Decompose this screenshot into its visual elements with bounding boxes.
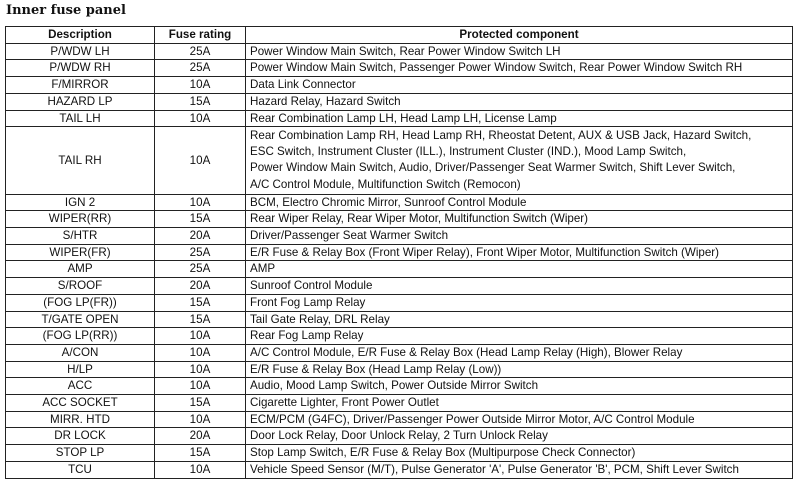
header-protected-component: Protected component <box>246 27 793 44</box>
protected-component <box>246 93 793 110</box>
protected-component <box>246 461 793 478</box>
protected-component <box>246 411 793 428</box>
protected-component-line: E/R Fuse & Relay Box (Front Wiper Relay), Front Wiper Motor, Multifunction Switch (Wiper) <box>250 245 720 259</box>
protected-component-line: Rear Fog Lamp Relay <box>250 329 364 343</box>
table-row <box>6 261 793 278</box>
table-row <box>6 294 793 311</box>
table-row <box>6 428 793 445</box>
protected-component-line: A/C Control Module, E/R Fuse & Relay Box (Head Lamp Relay (High), Blower Relay <box>250 345 683 359</box>
protected-component <box>246 194 793 211</box>
fuse-rating: 15A <box>155 445 246 462</box>
protected-component <box>246 311 793 328</box>
protected-component-line: BCM, Electro Chromic Mirror, Sunroof Control Module <box>250 195 527 209</box>
protected-component <box>246 328 793 345</box>
table-row <box>6 395 793 412</box>
protected-component-line: Tail Gate Relay, DRL Relay <box>250 312 390 326</box>
table-header-row <box>6 27 793 44</box>
fuse-description: AMP <box>6 261 155 278</box>
protected-component <box>246 428 793 445</box>
table-row <box>6 194 793 211</box>
protected-component <box>246 77 793 94</box>
protected-component <box>246 244 793 261</box>
fuse-description: (FOG LP(RR)) <box>6 328 155 345</box>
protected-component <box>246 294 793 311</box>
protected-component-line: Power Window Main Switch, Audio, Driver/Passenger Seat Warmer Switch, Shift Lever Switch, <box>250 161 736 175</box>
fuse-description: STOP LP <box>6 445 155 462</box>
table-row <box>6 127 793 194</box>
protected-component <box>246 278 793 295</box>
table-row <box>6 361 793 378</box>
protected-component <box>246 60 793 77</box>
protected-component-line: Door Lock Relay, Door Unlock Relay, 2 Turn Unlock Relay <box>250 429 548 443</box>
fuse-rating: 10A <box>155 127 246 194</box>
table-row <box>6 278 793 295</box>
fuse-rating: 10A <box>155 328 246 345</box>
protected-component <box>246 395 793 412</box>
protected-component-line: Rear Wiper Relay, Rear Wiper Motor, Multifunction Switch (Wiper) <box>250 212 589 226</box>
fuse-description: ACC SOCKET <box>6 395 155 412</box>
protected-component-line: Front Fog Lamp Relay <box>250 295 366 309</box>
fuse-rating: 10A <box>155 110 246 127</box>
fuse-rating: 20A <box>155 428 246 445</box>
fuse-description: T/GATE OPEN <box>6 311 155 328</box>
protected-component-line: Vehicle Speed Sensor (M/T), Pulse Generator 'A', Pulse Generator 'B', PCM, Shift Lever Switch <box>250 462 739 476</box>
protected-component-line: ECM/PCM (G4FC), Driver/Passenger Power Outside Mirror Motor, A/C Control Module <box>250 412 695 426</box>
fuse-table <box>5 26 793 479</box>
protected-component-line: Sunroof Control Module <box>250 279 373 293</box>
fuse-rating: 10A <box>155 411 246 428</box>
table-row <box>6 344 793 361</box>
protected-component <box>246 344 793 361</box>
header-fuse-rating: Fuse rating <box>155 27 246 44</box>
protected-component-line: Audio, Mood Lamp Switch, Power Outside Mirror Switch <box>250 379 539 393</box>
fuse-description: S/ROOF <box>6 278 155 295</box>
fuse-rating: 15A <box>155 211 246 228</box>
protected-component-line: E/R Fuse & Relay Box (Head Lamp Relay (Low)) <box>250 362 502 376</box>
fuse-description: P/WDW LH <box>6 43 155 60</box>
fuse-rating: 25A <box>155 261 246 278</box>
fuse-description: TCU <box>6 461 155 478</box>
table-row <box>6 93 793 110</box>
table-row <box>6 461 793 478</box>
table-row <box>6 60 793 77</box>
fuse-rating: 10A <box>155 194 246 211</box>
fuse-description: IGN 2 <box>6 194 155 211</box>
fuse-rating: 15A <box>155 395 246 412</box>
fuse-rating: 15A <box>155 311 246 328</box>
fuse-description: TAIL LH <box>6 110 155 127</box>
fuse-rating: 10A <box>155 378 246 395</box>
protected-component <box>246 211 793 228</box>
fuse-rating: 25A <box>155 244 246 261</box>
protected-component-line: Driver/Passenger Seat Warmer Switch <box>250 229 449 242</box>
table-row <box>6 211 793 228</box>
protected-component-line: Data Link Connector <box>250 78 356 92</box>
table-row <box>6 43 793 60</box>
table-row <box>6 445 793 462</box>
table-row <box>6 244 793 261</box>
table-row <box>6 328 793 345</box>
fuse-rating: 10A <box>155 461 246 478</box>
fuse-rating: 10A <box>155 361 246 378</box>
table-row <box>6 311 793 328</box>
protected-component <box>246 228 793 245</box>
table-row <box>6 411 793 428</box>
fuse-description: S/HTR <box>6 228 155 245</box>
protected-component <box>246 261 793 278</box>
protected-component <box>246 110 793 127</box>
fuse-description: MIRR. HTD <box>6 411 155 428</box>
protected-component <box>246 445 793 462</box>
fuse-description: DR LOCK <box>6 428 155 445</box>
fuse-description: WIPER(FR) <box>6 244 155 261</box>
protected-component-line: ESC Switch, Instrument Cluster (ILL.), Instrument Cluster (IND.), Mood Lamp Switch, <box>250 145 687 159</box>
protected-component-line: Hazard Relay, Hazard Switch <box>250 94 401 108</box>
table-row <box>6 110 793 127</box>
fuse-description: TAIL RH <box>6 127 155 194</box>
protected-component-line: Power Window Main Switch, Passenger Power Window Switch, Rear Power Window Switch RH <box>250 61 743 75</box>
protected-component <box>246 127 793 194</box>
protected-component-line: Rear Combination Lamp LH, Head Lamp LH, License Lamp <box>250 111 557 125</box>
protected-component <box>246 43 793 60</box>
fuse-description: H/LP <box>6 361 155 378</box>
protected-component-line: Stop Lamp Switch, E/R Fuse & Relay Box (Multipurpose Check Connector) <box>250 446 636 460</box>
fuse-description: WIPER(RR) <box>6 211 155 228</box>
protected-component <box>246 378 793 395</box>
fuse-description: A/CON <box>6 344 155 361</box>
fuse-rating: 15A <box>155 294 246 311</box>
fuse-rating: 25A <box>155 43 246 60</box>
protected-component-line: Rear Combination Lamp RH, Head Lamp RH, Rheostat Detent, AUX & USB Jack, Hazard Switch, <box>250 129 752 143</box>
fuse-description: F/MIRROR <box>6 77 155 94</box>
fuse-table-body <box>6 43 793 478</box>
fuse-description: ACC <box>6 378 155 395</box>
fuse-rating: 15A <box>155 93 246 110</box>
fuse-rating: 10A <box>155 77 246 94</box>
fuse-description: P/WDW RH <box>6 60 155 77</box>
fuse-rating: 20A <box>155 228 246 245</box>
fuse-rating: 20A <box>155 278 246 295</box>
table-row <box>6 378 793 395</box>
protected-component-line: Power Window Main Switch, Rear Power Window Switch LH <box>250 44 561 58</box>
protected-component-line: A/C Control Module, Multifunction Switch (Remocon) <box>250 177 521 191</box>
protected-component-line: AMP <box>250 262 276 276</box>
panel-title: Inner fuse panel <box>6 3 126 18</box>
header-description: Description <box>6 27 155 44</box>
table-row <box>6 228 793 245</box>
table-row <box>6 77 793 94</box>
fuse-description: (FOG LP(FR)) <box>6 294 155 311</box>
protected-component-line: Cigarette Lighter, Front Power Outlet <box>250 396 439 410</box>
fuse-rating: 10A <box>155 344 246 361</box>
fuse-rating: 25A <box>155 60 246 77</box>
protected-component <box>246 361 793 378</box>
fuse-description: HAZARD LP <box>6 93 155 110</box>
